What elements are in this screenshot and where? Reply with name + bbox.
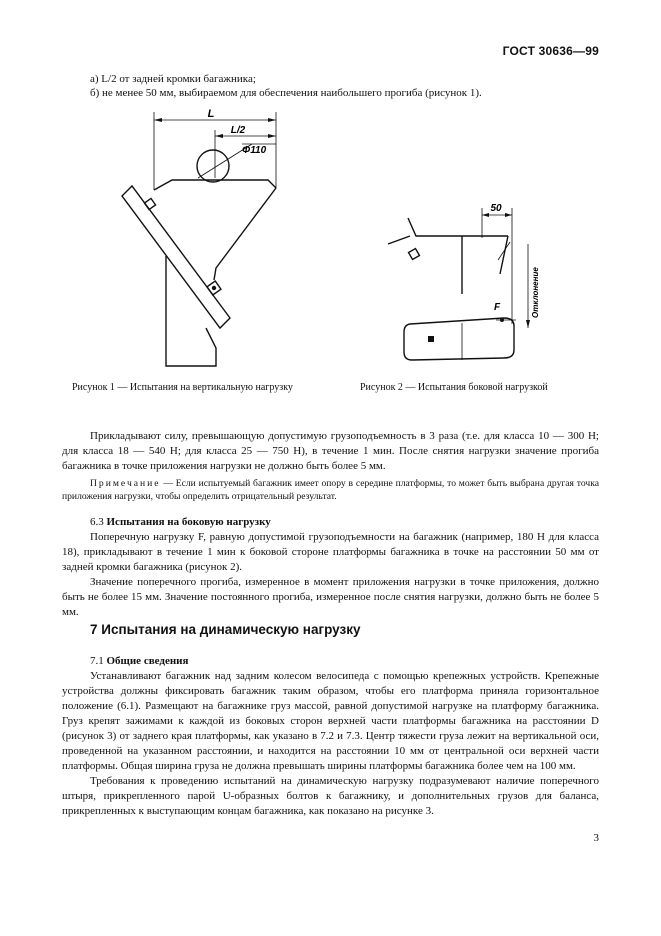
section-title: Испытания на боковую нагрузку: [106, 516, 271, 528]
paragraph-text: Прикладывают силу, превышающую допустимую грузоподъемность в 3 раза (т.е. для класса 10 — 300 Н; для класса 18 — 540 Н; для класса 25 — 750 Н), в течение 1 мин. После снятия нагрузки значение прогиба багажника в точке приложения нагрузки не должно быть более 5 мм.: [62, 430, 599, 472]
figure-1-vertical-load-diagram: [110, 108, 350, 370]
fig1-label-diameter: Φ110: [242, 145, 267, 156]
fig1-label-L: L: [207, 108, 215, 120]
paragraph-text: Поперечную нагрузку F, равную допустимой грузоподъемности на багажник (например, 180 Н для класса 18), прикладывают в течение 1 мин к боковой стороне платформы багажника в точке на расстоянии 50 мм от задней кромки багажника (рисунок 2).: [62, 531, 599, 573]
fig2-label-F: F: [494, 302, 501, 313]
fig2-label-50: 50: [490, 203, 502, 214]
figure-2-side-load-diagram: [382, 198, 554, 366]
section-number: 7.1: [90, 655, 104, 667]
fig1-label-L2: L/2: [230, 125, 246, 136]
section-7-heading: 7 Испытания на динамическую нагрузку: [90, 622, 361, 637]
note: [62, 477, 599, 503]
section-7-1-body: [62, 669, 599, 819]
document-code: ГОСТ 30636—99: [502, 44, 599, 58]
figure-2-caption: Рисунок 2 — Испытания боковой нагрузкой: [360, 382, 548, 393]
section-7-1-heading: [90, 655, 188, 667]
paragraph-text: Устанавливают багажник над задним колесом велосипеда с помощью крепежных устройств. Крепежные устройства должны фиксировать багажник таким образом, чтобы его платформа приняла горизонтальное положение (6.1). Размещают на багажнике груз массой, равной допустимой нагрузке на платформу багажника. Груз крепят зажимами к каждой из боковых сторон верхней части платформы багажника на расстоянии D (рисунок 3) от заднего края платформы, как указано в 7.2 и 7.3. Центр тяжести груза лежит на вертикальной оси, проведенной на указанном расстоянии, и находится на расстоянии 10 мм от центральной оси верхней части платформы. Общая ширина груза не должна превышать ширины платформы багажника более чем на 100 мм.: [62, 670, 599, 772]
note-text: — Если испытуемый багажник имеет опору в середине платформы, то может быть выбрана другая точка приложения нагрузки, чтобы определить отрицательный результат.: [62, 478, 599, 502]
list-text: не менее 50 мм, выбираемом для обеспечения наибольшего прогиба (рисунок 1).: [102, 87, 482, 99]
section-6-3-heading: [90, 516, 271, 528]
list-marker: а): [90, 73, 99, 85]
section-title: Общие сведения: [106, 655, 189, 667]
list-marker: б): [90, 87, 100, 99]
fig2-label-deflection: Отклонение: [531, 267, 540, 318]
vertical-load-paragraph: [62, 429, 599, 474]
paragraph-text: Значение поперечного прогиба, измеренное в момент приложения нагрузки в точке приложения, должно быть не более 15 мм. Значение постоянного прогиба, измеренное после снятия нагрузки, должно быть не более 5 мм.: [62, 576, 599, 618]
page-number: 3: [593, 832, 599, 844]
figure-1-caption: Рисунок 1 — Испытания на вертикальную нагрузку: [72, 382, 293, 393]
note-label: Примечание: [90, 478, 161, 489]
paragraph-text: Требования к проведению испытаний на динамическую нагрузку подразумевают наличие поперечного штыря, прикрепленного парой U-образных болтов к багажнику, и дополнительных грузов для баланса, прикрепленных к выступающим концам багажника, как показано на рисунке 3.: [62, 775, 599, 817]
list-text: L/2 от задней кромки багажника;: [101, 73, 256, 85]
list-item-a: [90, 72, 256, 86]
list-item-b: [90, 86, 482, 100]
section-number: 6.3: [90, 516, 104, 528]
section-6-3-body: [62, 530, 599, 620]
